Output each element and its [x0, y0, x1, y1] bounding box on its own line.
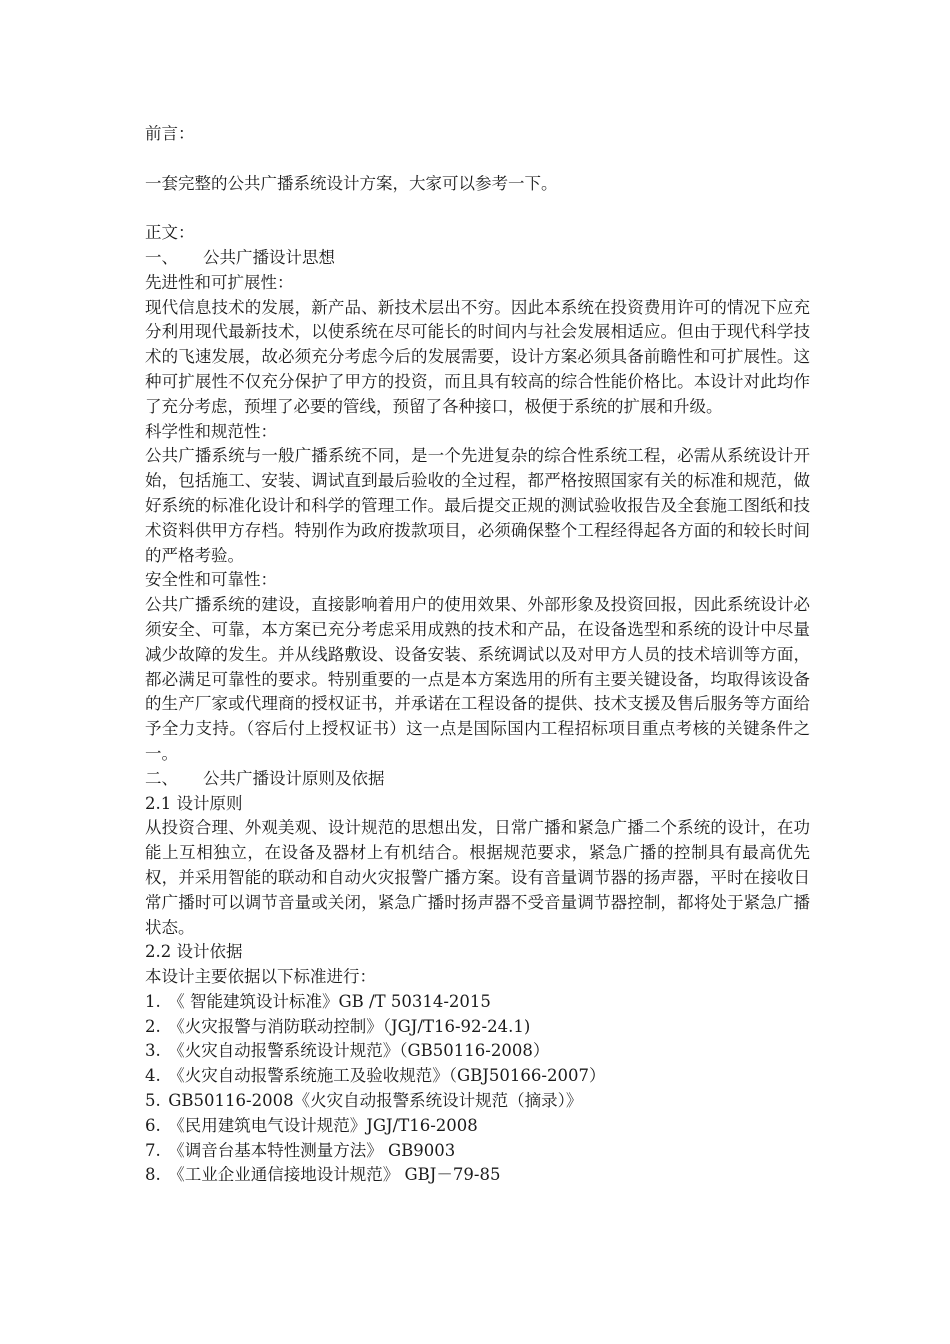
list-item [145, 1015, 810, 1040]
blank-line [145, 147, 810, 172]
list-item [145, 1114, 810, 1139]
paragraph-reliability: 公共广播系统的建设，直接影响着用户的使用效果、外部形象及投资回报，因此系统设计必须安全、可靠，本方案已充分考虑采用成熟的技术和产品，在设备选型和系统的设计中尽量减少故障的发生。并从线路敷设、设备安装、系统调试以及对甲方人员的技术培训等方面，都必满足可靠性的要求。特别重要的一点是本方案选用的所有主要关键设备，均取得该设备的生产厂家或代理商的授权证书，并承诺在工程设备的提供、技术支援及售后服务等方面给予全力支持。（容后付上授权证书）这一点是国际国内工程招标项目重点考核的关键条件之一。 [145, 595, 810, 763]
section1-title: 公共广播设计思想 [203, 247, 335, 267]
preface-label: 前言： [145, 124, 195, 143]
blank-line [145, 196, 810, 221]
list-number: 3. [145, 1041, 161, 1061]
principles-heading: 2.1 设计原则 [145, 793, 243, 813]
document-page [145, 122, 810, 1188]
section1-heading [145, 246, 810, 271]
list-text: 《民用建筑电气设计规范》JGJ/T16-2008 [168, 1115, 478, 1135]
list-text: 《火灾自动报警系统设计规范》（GB50116-2008） [168, 1041, 550, 1061]
list-number: 7. [145, 1140, 161, 1160]
subsection-heading-standards: 科学性和规范性： [145, 421, 277, 441]
list-item [145, 1039, 810, 1064]
list-item [145, 1139, 810, 1164]
list-number: 1. [145, 991, 161, 1011]
list-text: 《火灾报警与消防联动控制》（JGJ/T16-92-24.1) [168, 1016, 531, 1036]
list-item [145, 990, 810, 1015]
intro-text: 一套完整的公共广播系统设计方案，大家可以参考一下。 [145, 173, 558, 193]
section2-number: 二、 [145, 768, 178, 788]
list-item [145, 1064, 810, 1089]
list-text: 《工业企业通信接地设计规范》 GBJ－79-85 [168, 1165, 501, 1185]
standards-list [145, 990, 810, 1188]
list-number: 2. [145, 1016, 161, 1036]
list-number: 4. [145, 1066, 161, 1086]
body-label: 正文： [145, 223, 195, 243]
basis-intro: 本设计主要依据以下标准进行： [145, 967, 376, 987]
list-number: 5. [145, 1091, 161, 1111]
subsection-heading-reliability: 安全性和可靠性： [145, 570, 277, 590]
list-item [145, 1089, 810, 1114]
list-text: 《 智能建筑设计标准》GB /T 50314-2015 [168, 991, 491, 1011]
paragraph-standards: 公共广播系统与一般广播系统不同，是一个先进复杂的综合性系统工程，必需从系统设计开始，包括施工、安装、调试直到最后验收的全过程，都严格按照国家有关的标准和规范，做好系统的标准化设计和科学的管理工作。最后提交正规的测试验收报告及全套施工图纸和技术资料供甲方存档。特别作为政府拨款项目，必须确保整个工程经得起各方面的和较长时间的严格考验。 [145, 446, 810, 565]
list-text: GB50116-2008《火灾自动报警系统设计规范（摘录）》 [168, 1091, 583, 1111]
list-number: 8. [145, 1165, 161, 1185]
paragraph-scalability: 现代信息技术的发展，新产品、新技术层出不穷。因此本系统在投资费用许可的情况下应充分利用现代最新技术，以使系统在尽可能长的时间内与社会发展相适应。但由于现代科学技术的飞速发展，故必须充分考虑今后的发展需要，设计方案必须具备前瞻性和可扩展性。这种可扩展性不仅充分保护了甲方的投资，而且具有较高的综合性能价格比。本设计对此均作了充分考虑，预埋了必要的管线，预留了各种接口，极便于系统的扩展和升级。 [145, 297, 810, 416]
list-item [145, 1163, 810, 1188]
paragraph-principles: 从投资合理、外观美观、设计规范的思想出发，日常广播和紧急广播二个系统的设计，在功能上互相独立，在设备及器材上有机结合。根据规范要求，紧急广播的控制具有最高优先权，并采用智能的联动和自动火灾报警广播方案。设有音量调节器的扬声器，平时在接收日常广播时可以调节音量或关闭，紧急广播时扬声器不受音量调节器控制，都将处于紧急广播状态。 [145, 818, 810, 937]
section1-number: 一、 [145, 247, 178, 267]
list-text: 《调音台基本特性测量方法》 GB9003 [168, 1140, 456, 1160]
section2-heading [145, 767, 810, 792]
subsection-heading-scalability: 先进性和可扩展性： [145, 272, 294, 292]
list-text: 《火灾自动报警系统施工及验收规范》（GBJ50166-2007） [168, 1066, 606, 1086]
basis-heading: 2.2 设计依据 [145, 942, 243, 962]
list-number: 6. [145, 1115, 161, 1135]
section2-title: 公共广播设计原则及依据 [203, 768, 385, 788]
